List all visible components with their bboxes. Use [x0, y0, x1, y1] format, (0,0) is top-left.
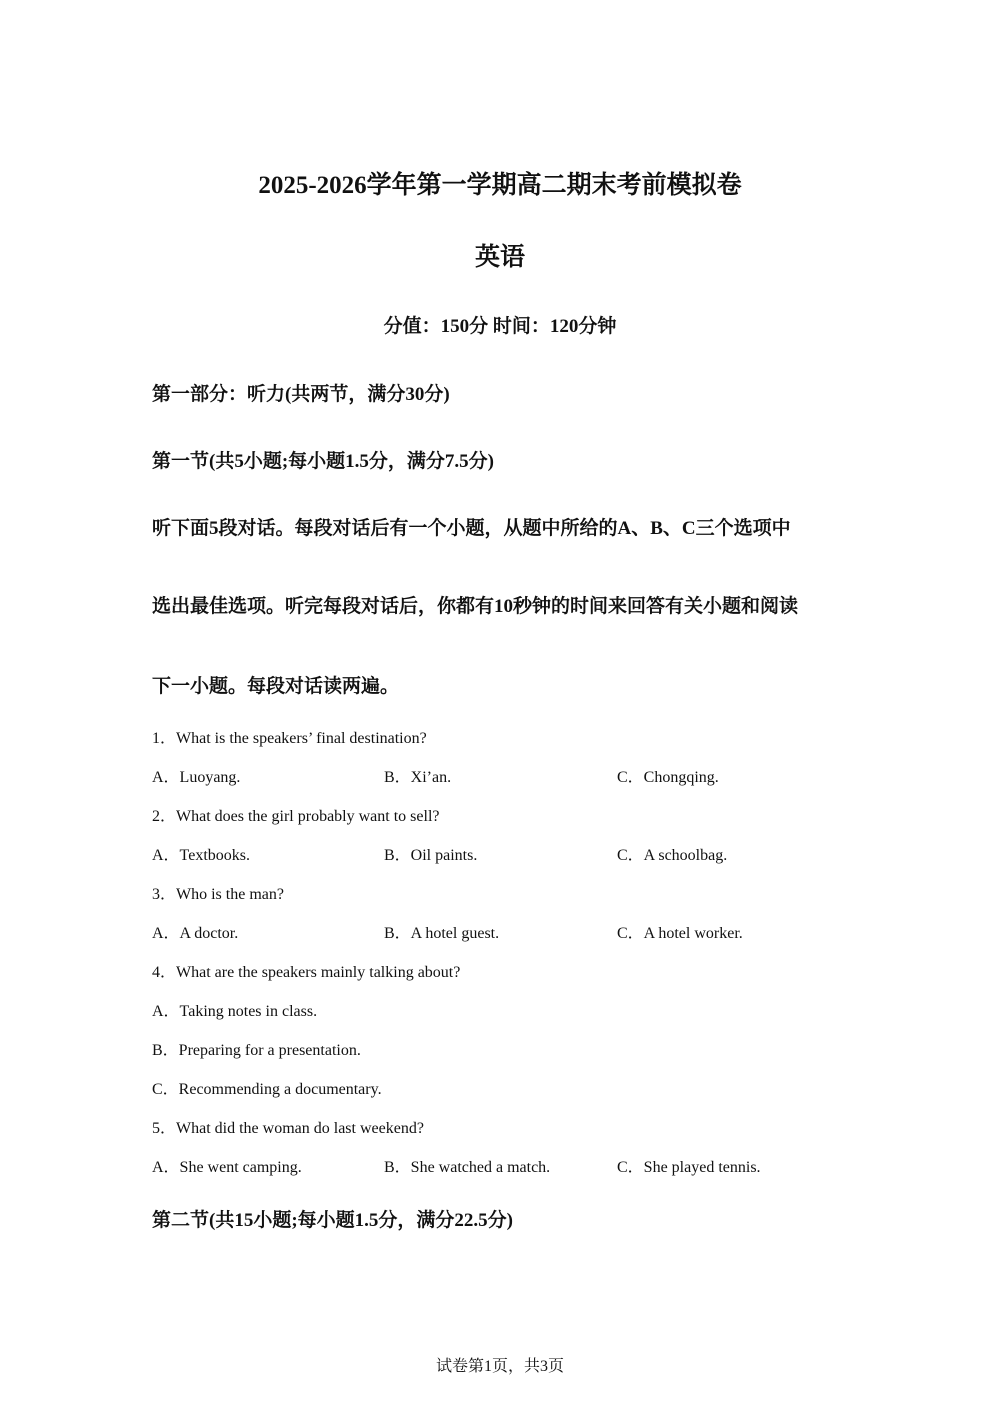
question-5-option-a: A．She went camping. [152, 1159, 302, 1176]
question-3-option-c: C．A hotel worker. [617, 925, 743, 942]
question-2-option-b: B．Oil paints. [384, 847, 478, 864]
question-2-stem: 2．What does the girl probably want to sell? [152, 808, 440, 825]
question-2-option-c: C．A schoolbag. [617, 847, 728, 864]
question-1-option-c: C．Chongqing. [617, 769, 719, 786]
question-5-stem: 5．What did the woman do last weekend? [152, 1120, 424, 1137]
question-4-stem: 4．What are the speakers mainly talking about? [152, 964, 461, 981]
subject-title: 英语 [474, 244, 525, 271]
question-2-option-a: A．Textbooks. [152, 847, 250, 864]
question-3-stem: 3．Who is the man? [152, 886, 284, 903]
question-5-option-b: B．She watched a match. [384, 1159, 551, 1176]
part1-heading: 第一部分：听力(共两节，满分30分) [152, 384, 450, 405]
page-footer: 试卷第1页，共3页 [435, 1358, 564, 1375]
question-1-stem: 1．What is the speakers’ final destination? [152, 730, 427, 747]
instruction-line-1: 听下面5段对话。每段对话后有一个小题，从题中所给的A、B、C三个选项中 [152, 518, 791, 539]
instruction-line-2: 选出最佳选项。听完每段对话后，你都有10秒钟的时间来回答有关小题和阅读 [152, 596, 799, 617]
score-time-info: 分值：150分 时间：120分钟 [383, 316, 617, 337]
question-3-option-a: A．A doctor. [152, 925, 239, 942]
question-4-option-c: C．Recommending a documentary. [152, 1081, 382, 1098]
question-4-option-a: A．Taking notes in class. [152, 1003, 318, 1020]
question-4-option-b: B．Preparing for a presentation. [152, 1042, 361, 1059]
instruction-line-3: 下一小题。每段对话读两遍。 [152, 676, 400, 697]
section2-heading: 第二节(共15小题;每小题1.5分，满分22.5分) [152, 1210, 513, 1231]
section1-heading: 第一节(共5小题;每小题1.5分，满分7.5分) [152, 451, 494, 472]
question-1-option-a: A．Luoyang. [152, 769, 241, 786]
question-1-option-b: B．Xi’an. [384, 769, 452, 786]
question-3-option-b: B．A hotel guest. [384, 925, 500, 942]
question-5-option-c: C．She played tennis. [617, 1159, 761, 1176]
exam-title: 2025-2026学年第一学期高二期末考前模拟卷 [258, 172, 742, 199]
